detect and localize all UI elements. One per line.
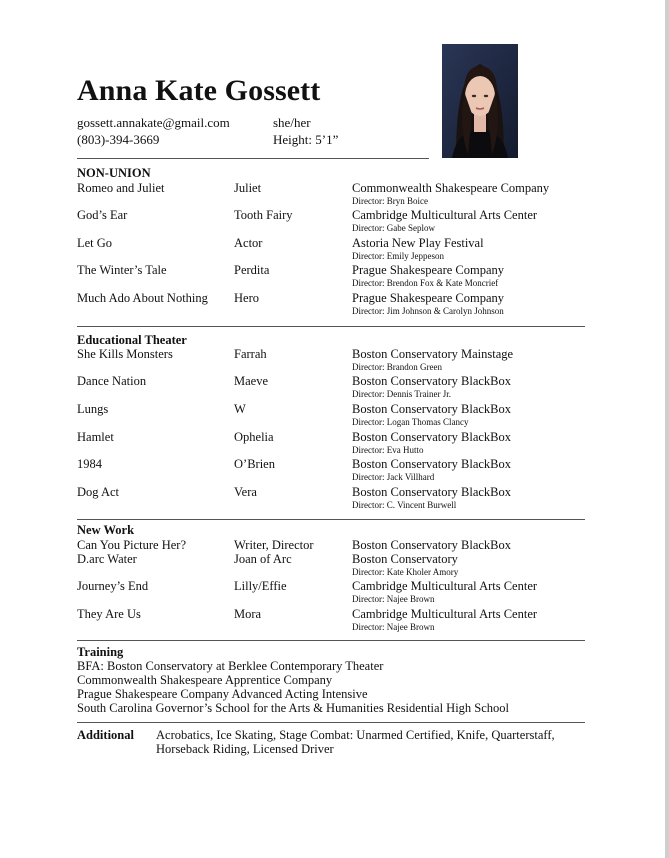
director: Director: Brandon Green — [352, 362, 442, 372]
director: Director: Dennis Trainer Jr. — [352, 389, 451, 399]
role: Mora — [234, 607, 262, 621]
venue: Boston Conservatory BlackBox — [352, 538, 512, 552]
credit-row — [0, 579, 669, 607]
credit-row — [0, 485, 669, 513]
show-title: She Kills Monsters — [77, 347, 173, 361]
director: Director: Jack Villhard — [352, 472, 435, 482]
credit-row — [0, 347, 669, 375]
venue: Boston Conservatory — [352, 552, 458, 566]
show-title: God’s Ear — [77, 208, 128, 222]
show-title: Much Ado About Nothing — [77, 291, 208, 305]
section-title-non-union: NON-UNION — [77, 166, 151, 180]
credit-row — [0, 263, 669, 291]
role: Lilly/Effie — [234, 579, 287, 593]
director: Director: Eva Hutto — [352, 445, 424, 455]
role: Maeve — [234, 374, 269, 388]
venue: Cambridge Multicultural Arts Center — [352, 607, 538, 621]
role: Ophelia — [234, 430, 274, 444]
credit-row — [0, 402, 669, 430]
pronouns: she/her — [273, 115, 311, 130]
venue: Boston Conservatory Mainstage — [352, 347, 514, 361]
credit-row — [0, 430, 669, 458]
headshot-photo — [442, 44, 518, 158]
credit-row — [0, 457, 669, 485]
training-item: Prague Shakespeare Company Advanced Acting Intensive — [77, 687, 368, 701]
role: Juliet — [234, 181, 262, 195]
credit-row — [0, 236, 669, 264]
role: W — [234, 402, 246, 416]
section-title-new-work: New Work — [77, 523, 135, 537]
role: Farrah — [234, 347, 267, 361]
director: Director: C. Vincent Burwell — [352, 500, 457, 510]
show-title: Hamlet — [77, 430, 114, 444]
venue: Commonwealth Shakespeare Company — [352, 181, 550, 195]
director: Director: Emily Jeppeson — [352, 251, 444, 261]
venue: Boston Conservatory BlackBox — [352, 402, 512, 416]
role: Joan of Arc — [234, 552, 292, 566]
section-divider — [77, 722, 585, 723]
show-title: Let Go — [77, 236, 113, 250]
training-item: South Carolina Governor’s School for the Arts & Humanities Residential High School — [77, 701, 510, 715]
show-title: Dog Act — [77, 485, 120, 499]
section-title-educational-theater: Educational Theater — [77, 333, 187, 347]
director: Director: Logan Thomas Clancy — [352, 417, 469, 427]
header-divider — [77, 158, 429, 159]
role: Writer, Director — [234, 538, 314, 552]
show-title: They Are Us — [77, 607, 141, 621]
venue: Boston Conservatory BlackBox — [352, 430, 512, 444]
show-title: Journey’s End — [77, 579, 149, 593]
show-title: The Winter’s Tale — [77, 263, 167, 277]
credit-row — [0, 607, 669, 635]
credit-row — [0, 291, 669, 319]
section-divider — [77, 326, 585, 327]
role: Vera — [234, 485, 257, 499]
additional-label: Additional — [77, 728, 134, 742]
role: Actor — [234, 236, 263, 250]
actor-name: Anna Kate Gossett — [77, 74, 321, 107]
training-item: BFA: Boston Conservatory at Berklee Contemporary Theater — [77, 659, 384, 673]
venue: Boston Conservatory BlackBox — [352, 374, 512, 388]
training-item: Commonwealth Shakespeare Apprentice Company — [77, 673, 333, 687]
credit-row — [0, 208, 669, 236]
venue: Astoria New Play Festival — [352, 236, 484, 250]
director: Director: Gabe Seplow — [352, 223, 435, 233]
show-title: Lungs — [77, 402, 109, 416]
director: Director: Brendon Fox & Kate Moncrief — [352, 278, 499, 288]
credit-row — [0, 181, 669, 209]
additional-skills: Acrobatics, Ice Skating, Stage Combat: Unarmed Certified, Knife, Quarterstaff, Horseback Riding, Licensed Driver — [156, 728, 555, 756]
director: Director: Bryn Boice — [352, 196, 428, 206]
venue: Prague Shakespeare Company — [352, 263, 505, 277]
director: Director: Najee Brown — [352, 594, 435, 604]
role: O’Brien — [234, 457, 275, 471]
phone: (803)-394-3669 — [77, 132, 160, 147]
section-title-training: Training — [77, 645, 124, 659]
director: Director: Kate Kholer Amory — [352, 567, 459, 577]
venue: Boston Conservatory BlackBox — [352, 457, 512, 471]
credit-row — [0, 552, 669, 580]
director: Director: Jim Johnson & Carolyn Johnson — [352, 306, 504, 316]
credit-row — [0, 374, 669, 402]
height: Height: 5’1” — [273, 132, 339, 147]
show-title: Can You Picture Her? — [77, 538, 187, 552]
venue: Cambridge Multicultural Arts Center — [352, 208, 538, 222]
venue: Boston Conservatory BlackBox — [352, 485, 512, 499]
venue: Prague Shakespeare Company — [352, 291, 505, 305]
show-title: Dance Nation — [77, 374, 147, 388]
show-title: 1984 — [77, 457, 102, 471]
section-divider — [77, 640, 585, 641]
show-title: D.arc Water — [77, 552, 137, 566]
email: gossett.annakate@gmail.com — [77, 115, 230, 130]
role: Perdita — [234, 263, 270, 277]
show-title: Romeo and Juliet — [77, 181, 165, 195]
director: Director: Najee Brown — [352, 622, 435, 632]
section-divider — [77, 519, 585, 520]
role: Hero — [234, 291, 259, 305]
role: Tooth Fairy — [234, 208, 293, 222]
venue: Cambridge Multicultural Arts Center — [352, 579, 538, 593]
